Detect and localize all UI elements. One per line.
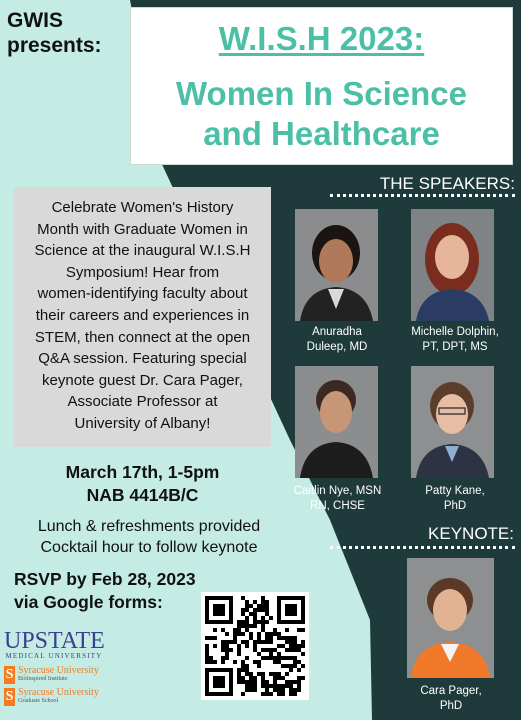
speaker-name: Patty Kane, [425, 485, 485, 497]
title-box [130, 7, 513, 165]
description-line: Celebrate Women's History [51, 199, 234, 216]
syracuse-s-logo: S [5, 689, 14, 704]
speaker-credentials: Duleep, MD [306, 341, 368, 353]
speaker-caption [282, 325, 392, 355]
description-line: Symposium! Hear from [65, 263, 220, 281]
cocktail-info: Cocktail hour to follow keynote [40, 539, 258, 556]
portrait-icon [411, 366, 494, 478]
su-unit: Graduate School [18, 698, 59, 704]
speaker-photo-nye [295, 366, 378, 478]
description-text [20, 197, 265, 435]
presenter-heading [7, 8, 102, 58]
event-subtitle [131, 74, 512, 154]
speakers-heading: THE SPEAKERS: [379, 174, 515, 193]
description-line: Associate Professor at [67, 393, 218, 411]
qr-code-icon[interactable] [201, 592, 309, 700]
upstate-subtitle: MEDICAL UNIVERSITY [5, 652, 103, 660]
speaker-credentials: PT, DPT, MS [422, 341, 488, 353]
syracuse-bioinspired-logo [4, 666, 114, 686]
speaker-name: Anuradha [312, 326, 362, 338]
speaker-caption [280, 484, 395, 514]
lunch-info: Lunch & refreshments provided [37, 518, 261, 535]
description-line: Q&A session. Featuring special [38, 350, 247, 368]
portrait-icon [407, 558, 494, 678]
dotted-divider [330, 194, 515, 197]
portrait-icon [295, 366, 378, 478]
subtitle-line-1: Women In Science [176, 75, 467, 112]
speaker-credentials: RN, CHSE [310, 500, 365, 512]
description-line: Science at the inaugural W.I.S.H [34, 242, 251, 260]
dotted-divider [330, 546, 515, 549]
qr-code-graphic [201, 592, 309, 700]
description-line: their careers and experiences in [35, 306, 250, 324]
keynote-credentials: PhD [439, 700, 463, 712]
keynote-photo-pager [407, 558, 494, 678]
portrait-icon [295, 209, 378, 321]
speaker-name: Caitlin Nye, MSN [293, 485, 382, 497]
description-line: University of Albany! [74, 414, 211, 432]
su-unit: BioInspired Institute [18, 676, 68, 682]
description-box [14, 187, 271, 447]
speaker-caption [396, 325, 514, 355]
speaker-caption [396, 484, 514, 514]
syracuse-graduate-logo [4, 688, 114, 708]
keynote-heading: KEYNOTE: [428, 524, 514, 543]
keynote-caption [396, 684, 506, 714]
rsvp-method: via Google forms: [14, 592, 163, 612]
description-line: keynote guest Dr. Cara Pager, [42, 371, 243, 389]
event-title: W.I.S.H 2023: [218, 20, 425, 57]
upstate-name: UPSTATE [4, 628, 105, 654]
event-room: NAB 4414B/C [86, 485, 199, 505]
presenter-org: GWIS [7, 9, 63, 32]
speaker-credentials: PhD [443, 500, 467, 512]
event-date: March 17th, 1-5pm [65, 462, 220, 482]
subtitle-line-2: and Healthcare [203, 115, 440, 152]
su-name: Syracuse University [18, 687, 99, 698]
keynote-name: Cara Pager, [420, 685, 482, 697]
speaker-name: Michelle Dolphin, [411, 326, 499, 338]
rsvp-deadline: RSVP by Feb 28, 2023 [14, 569, 196, 589]
speaker-photo-dolphin [411, 209, 494, 321]
description-line: STEM, then connect at the open [34, 328, 251, 346]
description-line: Month with Graduate Women in [37, 220, 248, 238]
su-name: Syracuse University [18, 665, 99, 676]
description-line: women-identifying faculty about [37, 285, 248, 303]
syracuse-s-logo: S [5, 667, 14, 682]
presenter-verb: presents: [7, 34, 102, 57]
upstate-logo [4, 628, 104, 660]
portrait-icon [411, 209, 494, 321]
speaker-photo-kane [411, 366, 494, 478]
speaker-photo-duleep [295, 209, 378, 321]
